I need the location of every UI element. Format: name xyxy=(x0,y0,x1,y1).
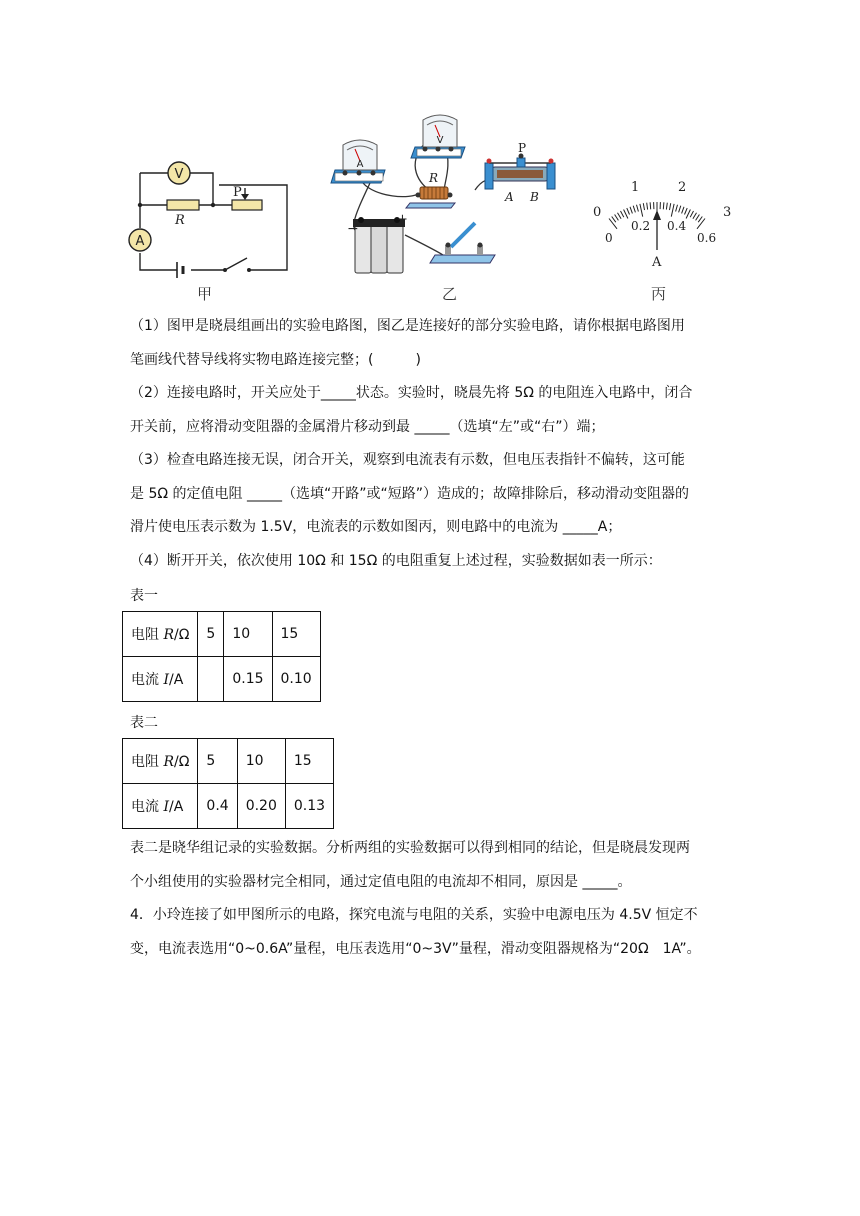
q1-line2: 笔画线代替导线将实物电路连接完整；( ) xyxy=(130,351,421,368)
table-cell: 15 xyxy=(272,612,320,657)
caption-jia: 甲 xyxy=(197,285,213,303)
dial-tick xyxy=(693,213,697,219)
table-cell: 0.20 xyxy=(237,784,285,829)
table-cell xyxy=(198,657,224,702)
dial-tick xyxy=(633,206,635,213)
dial-tick xyxy=(621,211,624,217)
table-cell: 5 xyxy=(198,612,224,657)
table1-title: 表一 xyxy=(130,588,158,604)
analysis-block xyxy=(130,832,732,966)
table-cell: 10 xyxy=(224,612,272,657)
table-row xyxy=(123,784,334,829)
table-cell: 5 xyxy=(198,739,237,784)
dial-top-1: 1 xyxy=(631,180,640,195)
voltmeter-symbol-label: V xyxy=(174,167,184,182)
dial-tick xyxy=(647,203,648,210)
dial-bottom-1: 0.2 xyxy=(631,219,651,233)
table-cell: 0.13 xyxy=(285,784,333,829)
table2 xyxy=(122,738,334,829)
dial-tick xyxy=(676,205,678,212)
ammeter-symbol-label: A xyxy=(135,234,145,249)
dial-top-2: 2 xyxy=(678,180,687,195)
table-cell: 电阻 R/Ω xyxy=(123,612,198,657)
battery-plus-label: + xyxy=(397,212,408,227)
q2-line1: （2）连接电路时，开关应处于_____状态。实验时，晓晨先将 5Ω 的电阻连入电路中，闭合 xyxy=(130,385,693,401)
table-cell: 电阻 R/Ω xyxy=(123,739,198,784)
dial-tick xyxy=(609,219,617,229)
q1-line1: （1）图甲是晓晨组画出的实验电路图，图乙是连接好的部分实验电路，请你根据电路图用 xyxy=(130,318,685,334)
dial-tick xyxy=(637,205,639,212)
dial-tick xyxy=(640,204,643,217)
dial-tick xyxy=(679,206,681,213)
dial-tick xyxy=(685,208,688,214)
analysis-line2: 个小组使用的实验器材完全相同，通过定值电阻的电流却不相同，原因是 _____。 xyxy=(130,873,632,890)
dial-tick xyxy=(618,213,622,219)
battery-minus-label: − xyxy=(347,221,359,237)
table-row xyxy=(123,657,321,702)
dial-tick xyxy=(643,203,644,210)
dial-tick xyxy=(612,217,616,223)
physical-voltmeter-label: V xyxy=(436,135,444,146)
dial-tick xyxy=(615,215,619,221)
dial-top-3: 3 xyxy=(723,205,732,220)
dial-tick xyxy=(650,202,651,209)
problem4-line2: 变，电流表选用“0~0.6A”量程，电压表选用“0~3V”量程，滑动变阻器规格为“20Ω 1A”。 xyxy=(130,940,701,957)
slider-symbol-label: P xyxy=(233,185,242,200)
problem4-line1: 4．小玲连接了如甲图所示的电路，探究电流与电阻的关系，实验中电源电压为 4.5V 恒定不 xyxy=(130,907,698,923)
q2-line2: 开关前，应将滑动变阻器的金属滑片移动到最 _____（选填“左”或“右”）端； xyxy=(130,418,605,435)
resistor-symbol-label: R xyxy=(175,213,185,228)
caption-bing: 丙 xyxy=(651,285,667,303)
dial-tick xyxy=(666,203,667,210)
physical-ammeter-label: A xyxy=(356,159,364,170)
table2-title: 表二 xyxy=(130,715,158,731)
physical-slider-label: P xyxy=(518,141,527,155)
dial-tick xyxy=(690,211,693,217)
dial-bottom-2: 0.4 xyxy=(667,219,687,233)
rheostat-end-a-label: A xyxy=(505,190,514,204)
table-row xyxy=(123,739,334,784)
dial-tick xyxy=(686,210,690,219)
table-cell: 0.15 xyxy=(224,657,272,702)
dial-bottom-0: 0 xyxy=(605,231,613,245)
dial-tick xyxy=(624,210,628,219)
table1 xyxy=(122,611,321,702)
q3-line2: 是 5Ω 的定值电阻 _____（选填“开路”或“短路”）造成的；故障排除后，移动滑动变阻器的 xyxy=(130,485,689,502)
q3-line1: （3）检查电路连接无误，闭合开关，观察到电流表有示数，但电压表指针不偏转，这可能 xyxy=(130,452,685,468)
analysis-line1: 表二是晓华组记录的实验数据。分析两组的实验数据可以得到相同的结论，但是晓晨发现两 xyxy=(130,840,690,856)
circuit-diagram-jia xyxy=(125,150,295,280)
rheostat-end-b-label: B xyxy=(530,190,539,204)
table-cell: 0.10 xyxy=(272,657,320,702)
dial-tick xyxy=(671,204,674,217)
table-cell: 电流 I/A xyxy=(123,784,198,829)
physical-resistor-label: R xyxy=(429,171,439,185)
dial-unit-label: A xyxy=(652,255,662,270)
dial-tick xyxy=(670,203,671,210)
q4-line1: （4）断开开关，依次使用 10Ω 和 15Ω 的电阻重复上述过程，实验数据如表一所示： xyxy=(130,552,662,569)
dial-top-0: 0 xyxy=(593,205,602,220)
dial-bottom-3: 0.6 xyxy=(697,231,717,245)
dial-tick xyxy=(682,207,684,214)
dial-tick xyxy=(627,208,630,214)
q3-line3: 滑片使电压表示数为 1.5V，电流表的示数如图丙，则电路中的电流为 _____A； xyxy=(130,519,622,535)
table-cell: 电流 I/A xyxy=(123,657,198,702)
physical-circuit-yi xyxy=(325,105,565,280)
table-cell: 15 xyxy=(285,739,333,784)
dial-tick xyxy=(697,219,705,229)
table-row xyxy=(123,612,321,657)
question-block xyxy=(130,310,732,578)
ammeter-dial-bing xyxy=(585,170,735,270)
table-cell: 10 xyxy=(237,739,285,784)
dial-tick xyxy=(698,217,702,223)
dial-tick xyxy=(696,215,700,221)
dial-tick xyxy=(630,207,632,214)
caption-yi: 乙 xyxy=(442,285,458,303)
table-cell: 0.4 xyxy=(198,784,237,829)
dial-tick xyxy=(663,202,664,209)
